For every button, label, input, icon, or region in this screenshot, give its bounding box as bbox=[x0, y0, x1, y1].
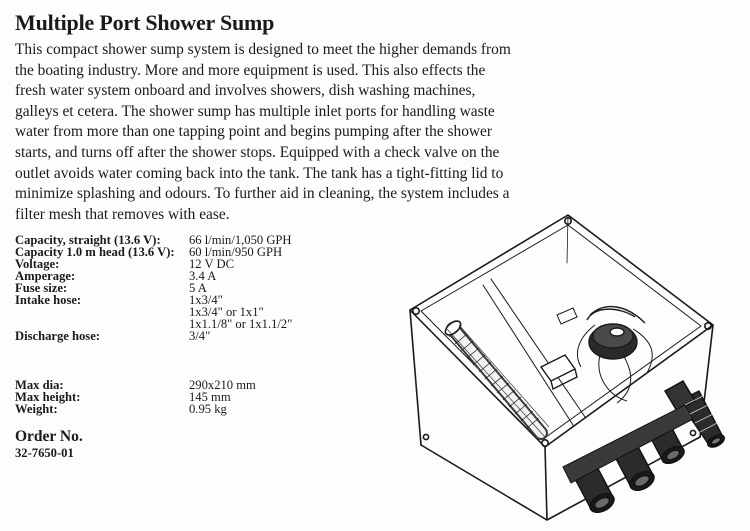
spec-row bbox=[15, 307, 345, 319]
spec-value: 66 l/min/1,050 GPH bbox=[189, 233, 292, 247]
spec-value: 60 l/min/950 GPH bbox=[189, 245, 283, 259]
description-line: galleys et cetera. The shower sump has multiple inlet ports for handling waste bbox=[15, 102, 495, 120]
description-line: the boating industry. More and more equipment is used. This also effects the bbox=[15, 61, 486, 79]
spec-value: 1x3/4" or 1x1" bbox=[189, 305, 264, 319]
spec-row bbox=[15, 295, 345, 307]
page-title: Multiple Port Shower Sump bbox=[15, 10, 275, 35]
spec-label: Max height: bbox=[15, 390, 81, 404]
description-line: This compact shower sump system is designed to meet the higher demands from bbox=[15, 41, 511, 58]
spec-label: Capacity 1.0 m head (13.6 V): bbox=[15, 245, 175, 259]
description-line: fresh water system onboard and involves showers, dish washing machines, bbox=[15, 82, 476, 100]
description-line: outlet avoids water coming back into the tank. The tank has a tight-fitting lid to bbox=[15, 164, 504, 182]
spec-value: 1x3/4" bbox=[189, 293, 223, 307]
spec-value: 1x1.1/8" or 1x1.1/2" bbox=[189, 317, 293, 331]
spec-value: 0.95 kg bbox=[189, 402, 227, 416]
spec-label: Fuse size: bbox=[15, 281, 68, 295]
spec-label: Voltage: bbox=[15, 257, 60, 271]
spec-row bbox=[15, 392, 345, 404]
spec-value: 3/4" bbox=[189, 329, 211, 343]
shower-sump-box-illustration-icon bbox=[395, 205, 740, 527]
spec-row bbox=[15, 404, 345, 416]
spec-row bbox=[15, 331, 345, 343]
spec-value: 5 A bbox=[189, 281, 207, 295]
spec-label: Weight: bbox=[15, 402, 58, 416]
spec-label: Intake hose: bbox=[15, 293, 82, 307]
spec-row bbox=[15, 247, 345, 259]
spec-label: Discharge hose: bbox=[15, 329, 100, 343]
description-line: filter mesh that removes with ease. bbox=[15, 205, 230, 223]
spec-label: Amperage: bbox=[15, 269, 76, 283]
spec-value: 12 V DC bbox=[189, 257, 235, 271]
product-description bbox=[15, 40, 595, 225]
description-line: minimize splashing and odours. To further aid in cleaning, the system includes a bbox=[15, 185, 510, 203]
description-line: starts, and turns off after the shower stops. Equipped with a check valve on the bbox=[15, 143, 500, 161]
spec-value: 3.4 A bbox=[189, 269, 217, 283]
spec-value: 290x210 mm bbox=[189, 378, 256, 392]
order-number-heading: Order No. bbox=[15, 428, 83, 445]
spec-label: Max dia: bbox=[15, 378, 64, 392]
spec-value: 145 mm bbox=[189, 390, 231, 404]
description-line: water from more than one tapping point and begins pumping after the shower bbox=[15, 123, 492, 141]
spec-label: Capacity, straight (13.6 V): bbox=[15, 233, 161, 247]
order-number: 32-7650-01 bbox=[15, 446, 74, 460]
